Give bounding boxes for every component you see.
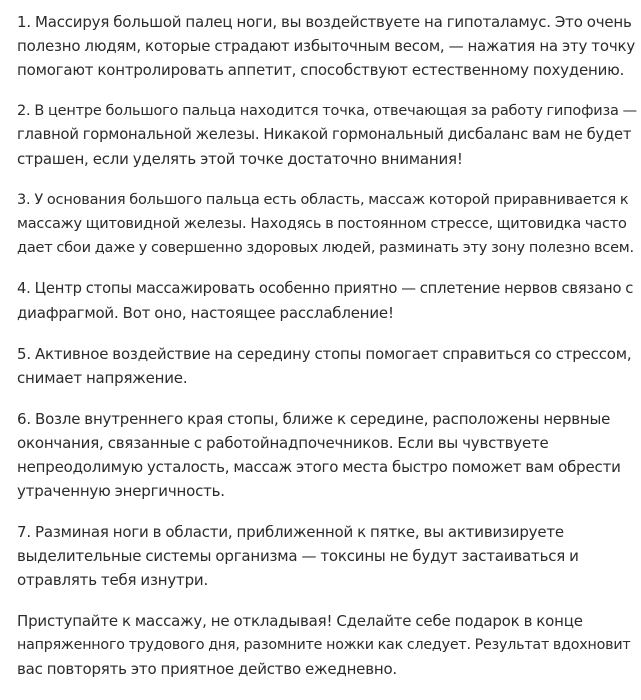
paragraph-line: снимает напряжение. (17, 369, 188, 387)
paragraph-3 (17, 188, 637, 260)
paragraph-line: утраченную энергичность. (17, 482, 225, 500)
paragraph-line: полезно людям, которые страдают избыточным весом, — нажатия на эту точку (17, 37, 636, 55)
paragraph-line: Приступайте к массажу, не откладывая! Сделайте себе подарок в конце (17, 612, 583, 630)
paragraph-line: вас повторять это приятное действо ежедневно. (17, 660, 398, 678)
paragraph-line: непреодолимую усталость, массаж этого места быстро поможет вам обрести (17, 458, 621, 476)
paragraph-line: напряженного трудового дня, разомните ножки как следует. Результат вдохновит (17, 637, 631, 653)
paragraph-line: диафрагмой. Вот оно, настоящее расслабление! (17, 304, 394, 322)
paragraph-line: 7. Разминая ноги в области, приближенной к пятке, вы активизируете (17, 523, 564, 541)
paragraph-line: 4. Центр стопы массажировать особенно приятно — сплетение нервов связано с (17, 280, 634, 297)
paragraph-line: 2. В центре большого пальца находится точка, отвечающая за работу гипофиза — (17, 103, 637, 119)
paragraph-line: выделительные системы организма — токсины не будут застаиваться и (17, 547, 579, 565)
paragraph-line: окончания, связанные с работойнадпочечников. Если вы чувствуете (17, 434, 549, 452)
paragraph-line: главной гормональной железы. Никакой гормональный дисбаланс вам не будет (17, 126, 632, 143)
paragraph-line: массажу щитовидной железы. Находясь в постоянном стрессе, щитовидка часто (17, 216, 627, 232)
paragraph-line: 3. У основания большого пальца есть область, массаж которой приравнивается к (17, 192, 629, 208)
paragraph-line: отравлять тебя изнутри. (17, 571, 209, 589)
paragraph-7 (17, 520, 637, 592)
paragraph-line: 6. Возле внутреннего края стопы, ближе к середине, расположены нервные (17, 410, 611, 428)
paragraph-5 (17, 342, 637, 390)
paragraph-line: 1. Массируя большой палец ноги, вы воздействуете на гипоталамус. Это очень (17, 13, 632, 31)
paragraph-line: 5. Активное воздействие на середину стопы помогает справиться со стрессом, (17, 345, 632, 363)
paragraph-line: страшен, если уделять этой точке достаточно внимания! (17, 150, 463, 168)
article-body (17, 10, 637, 698)
paragraph-1 (17, 10, 637, 82)
paragraph-line: дает сбои даже у совершенно здоровых людей, разминать эту зону полезно всем. (17, 240, 634, 256)
paragraph-4 (17, 277, 637, 325)
paragraph-6 (17, 407, 637, 503)
paragraph-conclusion (17, 609, 637, 681)
paragraph-line: помогают контролировать аппетит, способствуют естественному похудению. (17, 61, 625, 79)
paragraph-2 (17, 99, 637, 171)
